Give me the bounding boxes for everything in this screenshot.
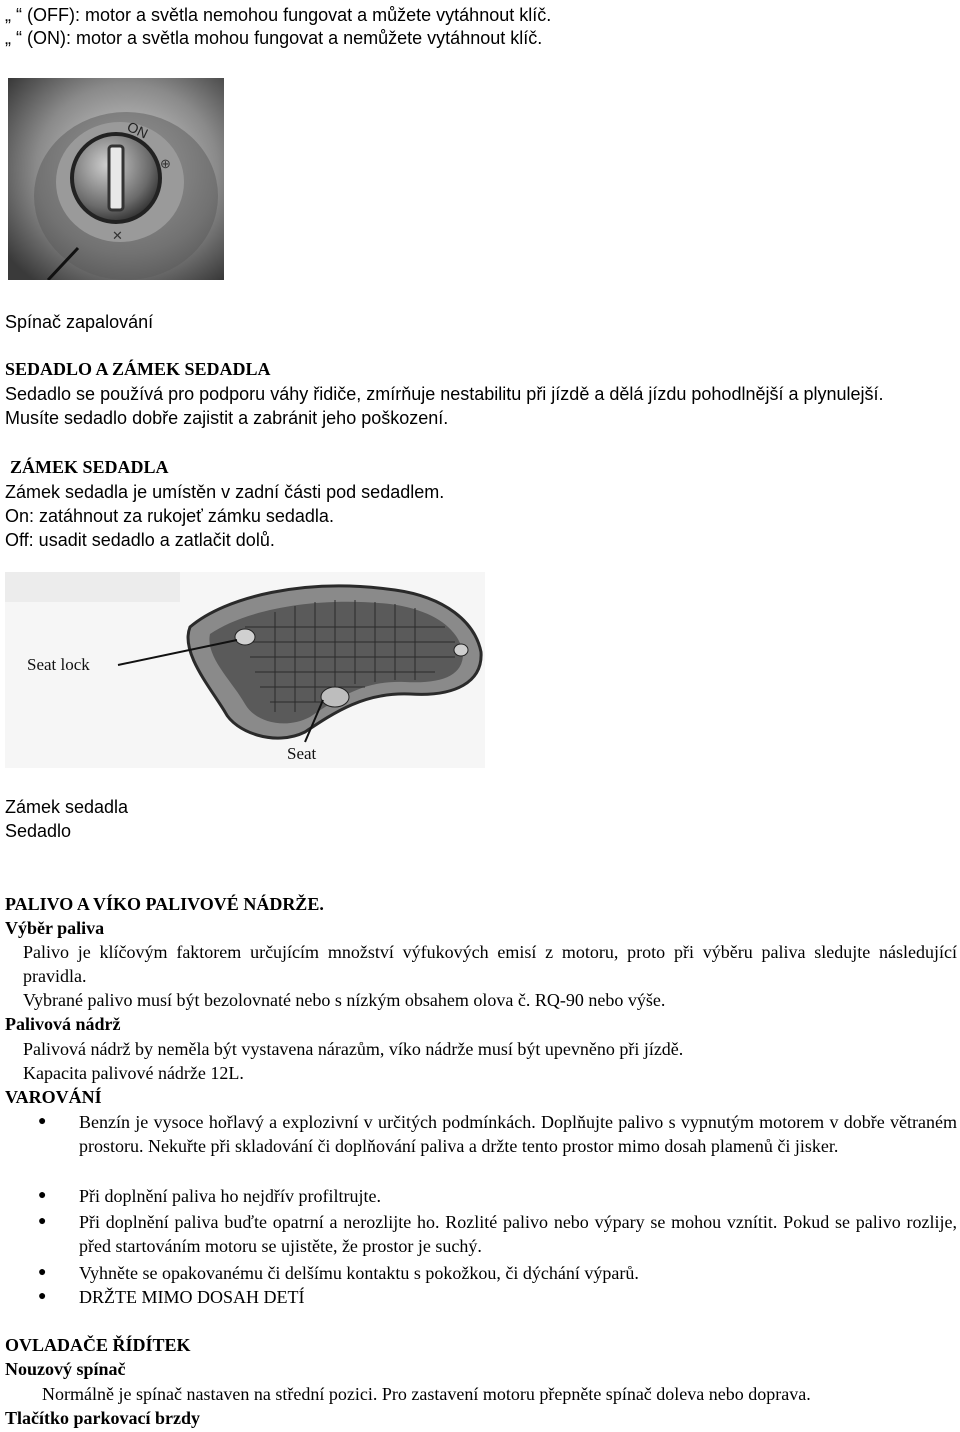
seat-lock-line-3: Off: usadit sedadlo a zatlačit dolů. — [5, 530, 275, 550]
fuel-choice-paragraph-2: Vybrané palivo musí být bezolovnaté nebo s nízkým obsahem olova č. RQ-90 nebo výše. — [23, 990, 666, 1010]
handlebar-heading: OVLADAČE ŘÍDÍTEK — [5, 1335, 191, 1355]
seat-lock-line-1: Zámek sedadla je umístěn v zadní části pod sedadlem. — [5, 482, 445, 502]
emergency-switch-text: Normálně je spínač nastaven na střední pozici. Pro zastavení motoru přepněte spínač doleva nebo doprava. — [42, 1384, 811, 1404]
svg-text:⊕: ⊕ — [160, 156, 171, 171]
bullet-icon: ● — [38, 1214, 47, 1229]
seat-paragraph-2: Musíte sedadlo dobře zajistit a zabránit jeho poškození. — [5, 408, 449, 428]
seat-caption-2: Sedadlo — [5, 821, 72, 841]
warning-item: DRŽTE MIMO DOSAH DETÍ — [79, 1287, 305, 1307]
warning-item: Při doplnění paliva ho nejdřív profiltrujte. — [79, 1186, 381, 1206]
seat-label: Seat — [287, 744, 317, 763]
fuel-tank-paragraph-1: Palivová nádrž by neměla být vystavena nárazům, víko nádrže musí být upevněno při jízdě. — [23, 1039, 684, 1059]
seat-lock-heading: ZÁMEK SEDADLA — [10, 457, 169, 477]
svg-text:ON: ON — [124, 118, 151, 142]
bullet-icon: ● — [38, 1289, 47, 1304]
warning-item: Vyhněte se opakovanému či delšímu kontaktu s pokožkou, či dýchání výparů. — [79, 1263, 639, 1283]
seat-diagram — [5, 572, 485, 768]
seat-caption-1: Zámek sedadla — [5, 797, 129, 817]
seat-lock-line-2: On: zatáhnout za rukojeť zámku sedadla. — [5, 506, 334, 526]
ignition-caption: Spínač zapalování — [5, 312, 154, 332]
fuel-heading: PALIVO A VÍKO PALIVOVÉ NÁDRŽE. — [5, 894, 324, 914]
warning-item: Benzín je vysoce hořlavý a explozivní v určitých podmínkách. Doplňujte palivo s vypnutým motorem v dobře větraném prostoru. Nekuřte při skladování či doplňování paliva a držte tento prostor mimo dosah plamenů či jisker. — [79, 1112, 957, 1156]
warning-item: Při doplnění paliva buďte opatrní a nerozlijte ho. Rozlité palivo nebo výpary se mohou vznítit. Pokud se palivo rozlije, před startováním motoru se ujistěte, že prostor je suchý. — [79, 1212, 957, 1256]
svg-text:✕: ✕ — [112, 228, 123, 243]
bullet-icon: ● — [38, 1114, 47, 1129]
warning-heading: VAROVÁNÍ — [5, 1087, 102, 1107]
bullet-icon: ● — [38, 1188, 47, 1203]
seat-lock-label: Seat lock — [27, 655, 90, 674]
seat-heading: SEDADLO A ZÁMEK SEDADLA — [5, 359, 271, 379]
fuel-choice-paragraph-1: Palivo je klíčovým faktorem určujícím množství výfukových emisí z motoru, proto při výběru paliva sledujte následující pravidla. — [23, 942, 957, 986]
ignition-switch-photo — [8, 78, 224, 280]
fuel-tank-heading: Palivová nádrž — [5, 1014, 121, 1034]
emergency-switch-heading: Nouzový spínač — [5, 1359, 126, 1379]
bullet-icon: ● — [38, 1265, 47, 1280]
ignition-on-text: „ “ (ON): motor a světla mohou fungovat a nemůžete vytáhnout klíč. — [5, 28, 543, 48]
seat-paragraph-1: Sedadlo se používá pro podporu váhy řidiče, zmírňuje nestabilitu při jízdě a dělá jízdu pohodlnější a plynulejší. — [5, 384, 884, 404]
fuel-tank-paragraph-2: Kapacita palivové nádrže 12L. — [23, 1063, 244, 1083]
ignition-off-text: „ “ (OFF): motor a světla nemohou fungovat a můžete vytáhnout klíč. — [5, 5, 552, 25]
fuel-choice-heading: Výběr paliva — [5, 918, 105, 938]
parking-brake-heading: Tlačítko parkovací brzdy — [5, 1408, 201, 1428]
